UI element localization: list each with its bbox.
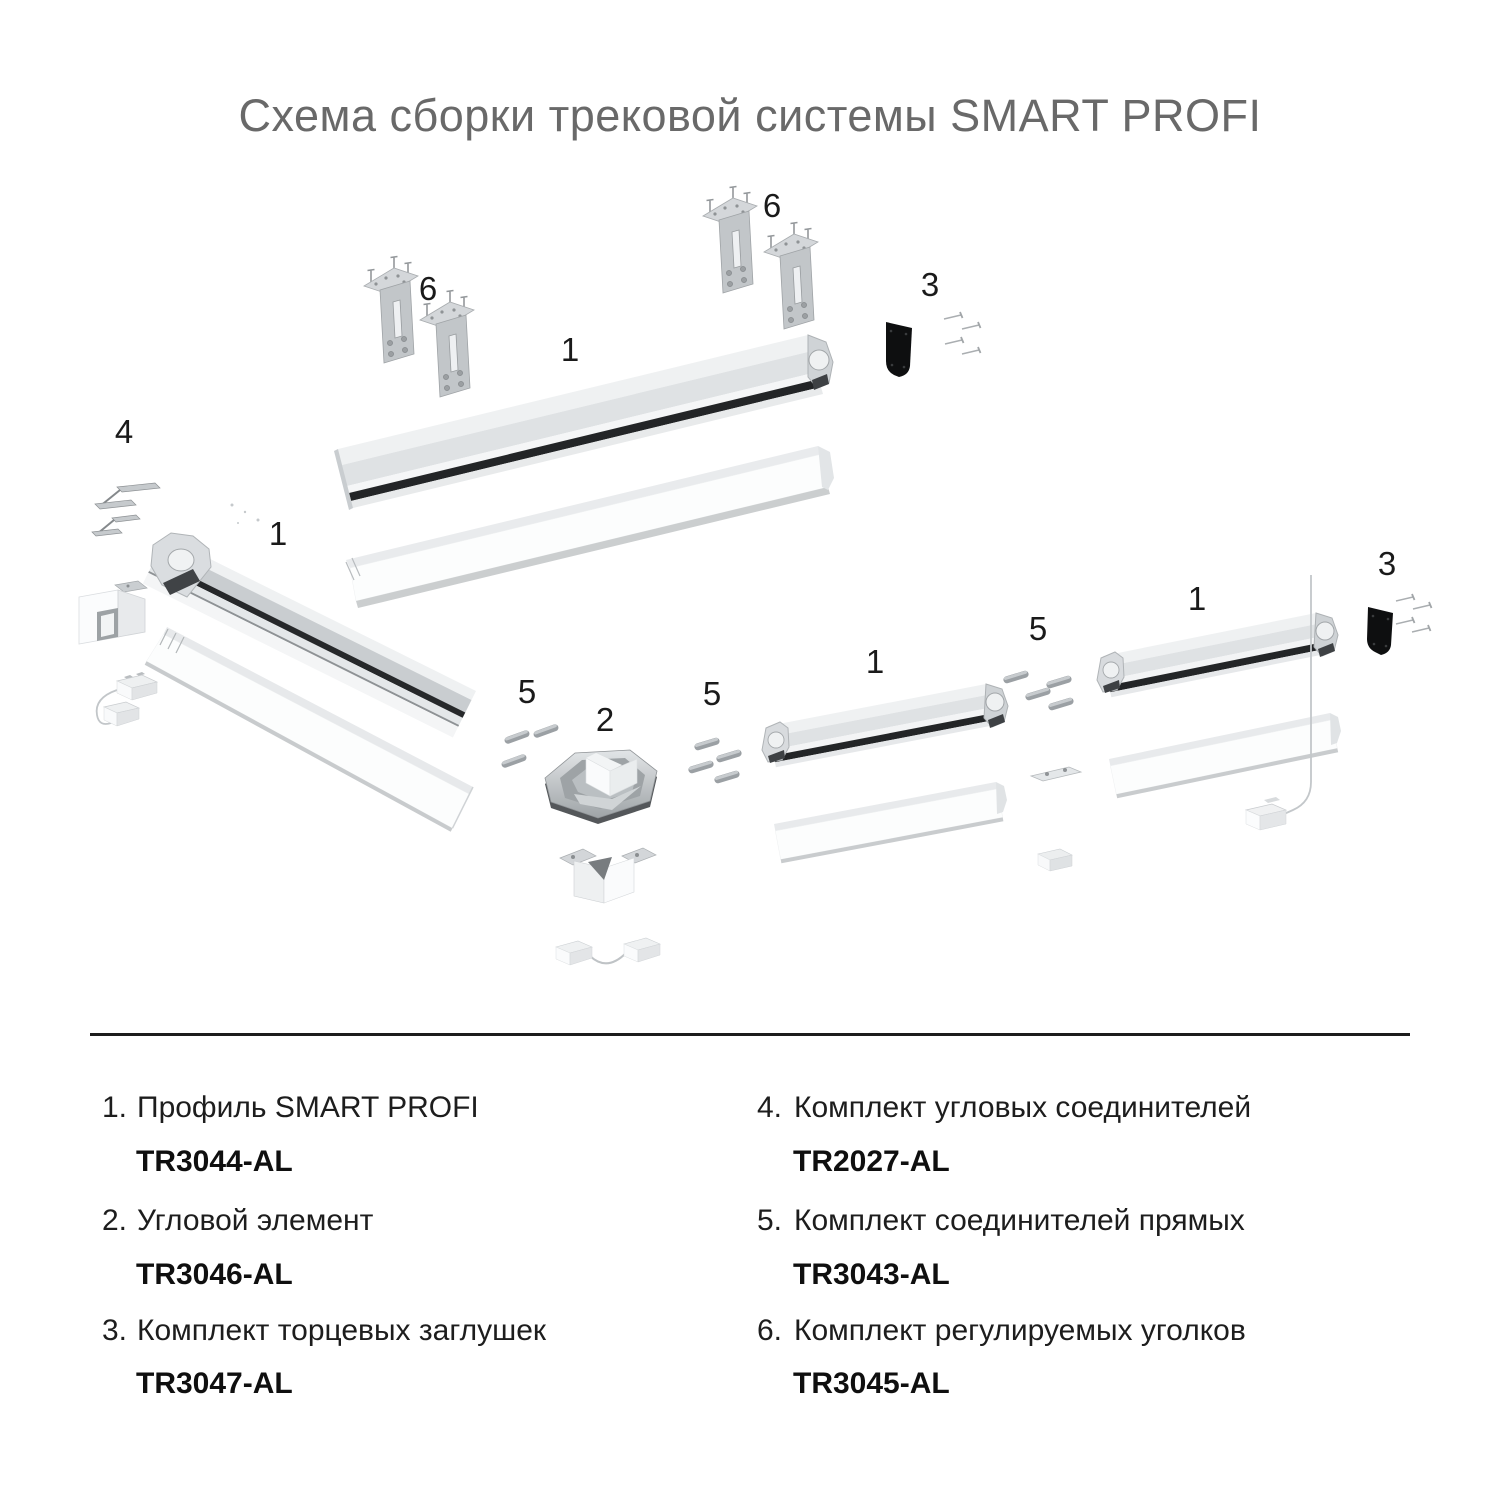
legend-item-number: 2. [102, 1204, 128, 1237]
power-connector-left [97, 672, 157, 726]
legend-item-code: TR2027-AL [793, 1145, 950, 1178]
part-number-label: 6 [762, 187, 782, 224]
legend-item-name: Комплект соединителей прямых [794, 1204, 1245, 1237]
track-cover-middle [774, 782, 1007, 863]
corner-element [545, 750, 657, 824]
legend-item-code: TR3047-AL [136, 1367, 293, 1400]
part-number-label: 5 [1028, 610, 1048, 647]
legend-item-number: 4. [757, 1091, 783, 1124]
corner-cover [79, 581, 147, 644]
legend-item-name: Комплект регулируемых уголков [794, 1314, 1246, 1347]
legend-item-code: TR3046-AL [136, 1258, 293, 1291]
part-number-label: 1 [865, 643, 885, 680]
page-title: Схема сборки трековой системы SMART PROFI [238, 90, 1262, 141]
connector-plate [1031, 767, 1081, 781]
part-number-label: 6 [418, 270, 438, 307]
corner-mount-fitting [560, 848, 656, 903]
adjustable-bracket-group-top [703, 187, 818, 330]
legend-item-number: 6. [757, 1314, 783, 1347]
part-number-label: 1 [268, 515, 288, 552]
track-profile-right [1097, 613, 1338, 697]
power-connector-right [1246, 575, 1311, 830]
part-number-label: 3 [920, 266, 940, 303]
part-number-label: 1 [1187, 580, 1207, 617]
corner-connectors-kit [92, 483, 260, 536]
divider [90, 1033, 1410, 1036]
part-number-label: 4 [114, 413, 134, 450]
connector-box [1038, 849, 1072, 871]
part-number-label: 5 [702, 675, 722, 712]
legend-item-number: 1. [102, 1091, 128, 1124]
end-cap-screws-right [1396, 594, 1432, 632]
legend-item-code: TR3044-AL [136, 1145, 293, 1178]
part-number-label: 3 [1377, 545, 1397, 582]
part-number-label: 5 [517, 673, 537, 710]
straight-connectors-right [1003, 670, 1075, 711]
legend-item-number: 3. [102, 1314, 128, 1347]
end-cap-screws-top [944, 312, 981, 354]
legend-item-name: Угловой элемент [137, 1204, 374, 1237]
legend-item-name: Комплект торцевых заглушек [137, 1314, 546, 1347]
legend-item-name: Комплект угловых соединителей [794, 1091, 1252, 1124]
track-cover-right [1109, 713, 1341, 798]
straight-connectors-left [501, 723, 560, 768]
end-cap-top [886, 322, 912, 377]
track-profile-middle [762, 684, 1008, 767]
part-number-label: 2 [595, 701, 615, 738]
legend-item-code: TR3043-AL [793, 1258, 950, 1291]
part-number-label: 1 [560, 331, 580, 368]
legend-item-name: Профиль SMART PROFI [137, 1091, 479, 1124]
legend-item-number: 5. [757, 1204, 783, 1237]
straight-connectors-middle [688, 737, 743, 784]
legend-item-code: TR3045-AL [793, 1367, 950, 1400]
end-cap-right [1367, 607, 1393, 655]
jumper-connector [556, 938, 660, 965]
